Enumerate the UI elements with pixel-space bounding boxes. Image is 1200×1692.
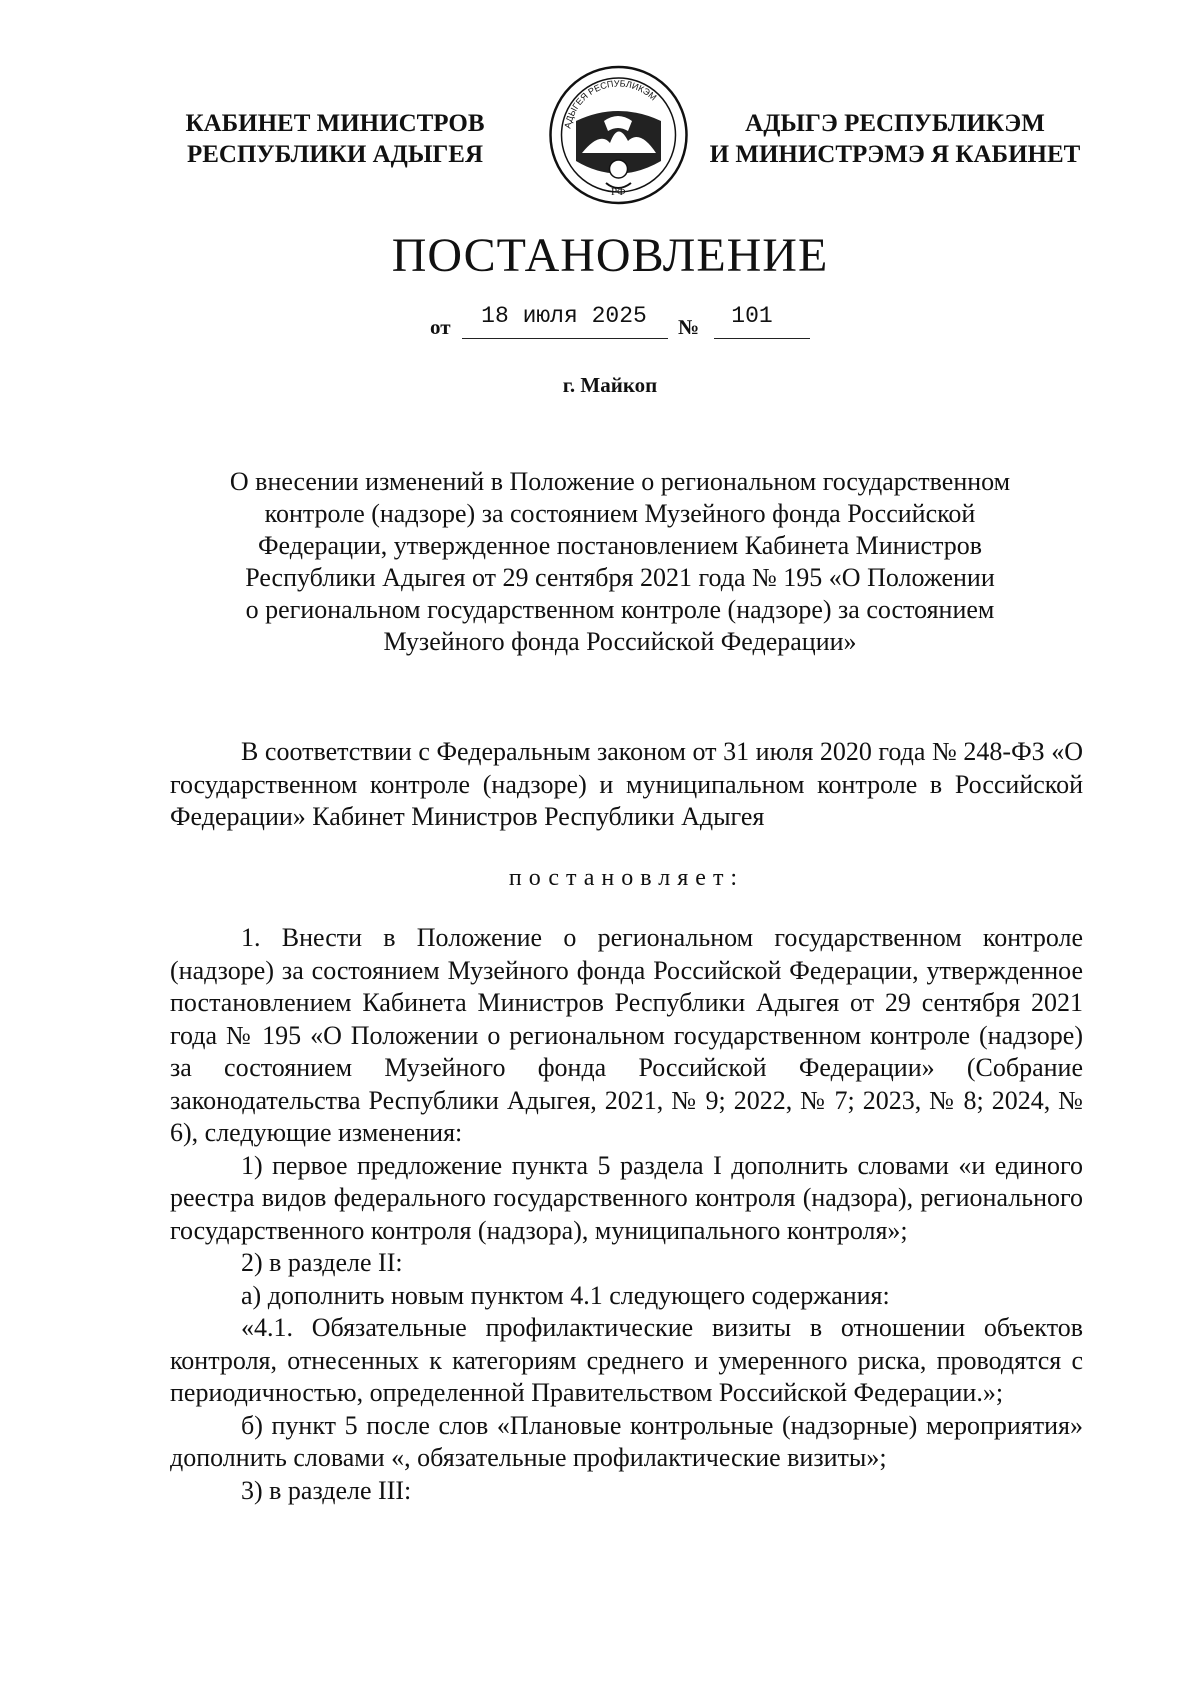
document-type: ПОСТАНОВЛЕНИЕ [391, 229, 829, 282]
date-value: 18 июля 2025 [481, 303, 647, 329]
issuer-adyghe-line1: АДЫГЭ РЕСПУБЛИКЭМ [745, 110, 1045, 137]
decides-heading: постановляет: [508, 864, 745, 891]
issuer-russian-line2: РЕСПУБЛИКИ АДЫГЕЯ [186, 141, 484, 168]
title-line: о региональном государственном контроле (надзоре) за состоянием [245, 595, 995, 624]
emblem-seal [548, 61, 689, 209]
body-paragraph: 3) в разделе III: [241, 1475, 412, 1505]
title-line: Республики Адыгея от 29 сентября 2021 года № 195 «О Положении [245, 563, 995, 592]
number-underline [714, 338, 810, 339]
resolution-title [190, 466, 1050, 658]
body-paragraph: 1) первое предложение пункта 5 раздела I дополнить словами «и единого реестра видов федерального государственного контроля (надзора), регионального государственного контроля (надзора), муниципального контроля»; [170, 1150, 1083, 1245]
body-paragraph: 1. Внести в Положение о региональном государственном контроле (надзоре) за состоянием Музейного фонда Российской Федерации, утвержденное постановлением Кабинета Министров Республики Адыгея от 29 сентября 2021 года № 195 «О Положении о региональном государственном контроле (надзоре) за состоянием Музейного фонда Российской Федерации» (Собрание законодательства Республики Адыгея, 2021, № 9; 2022, № 7; 2023, № 8; 2024, № 6), следующие изменения: [170, 923, 1083, 1147]
body-paragraph: 2) в разделе II: [241, 1248, 403, 1277]
title-line: Федерации, утвержденное постановлением Кабинета Министров [258, 531, 982, 560]
body-paragraph: а) дополнить новым пунктом 4.1 следующего содержания: [241, 1280, 890, 1310]
body-paragraph: б) пункт 5 после слов «Плановые контрольные (надзорные) мероприятия» дополнить словами «, обязательные профилактические визиты»; [170, 1410, 1083, 1472]
preamble-paragraph: В соответствии с Федеральным законом от 31 июля 2020 года № 248-ФЗ «О государственном контроле (надзоре) и муниципальном контроле в Российской Федерации» Кабинет Министров Республики Адыгея [170, 737, 1083, 831]
emblem-ring-text: АДЫГЕЯ РЕСПУБЛИКЭМ [562, 78, 659, 130]
issuer-russian [150, 108, 520, 170]
date-underline [462, 338, 668, 339]
issuer-russian-line1: КАБИНЕТ МИНИСТРОВ [185, 110, 485, 137]
number-label: № [678, 315, 700, 339]
emblem-letters: РФ [611, 186, 626, 198]
number-value: 101 [731, 303, 773, 329]
body-paragraph: «4.1. Обязательные профилактические визиты в отношении объектов контроля, отнесенных к категориям среднего и умеренного риска, проводятся с периодичностью, определенной Правительством Российской Федерации.»; [170, 1313, 1083, 1407]
title-line: Музейного фонда Российской Федерации» [383, 627, 857, 656]
title-line: контроле (надзоре) за состоянием Музейного фонда Российской [264, 499, 976, 528]
issuer-adyghe-line2: И МИНИСТРЭМЭ Я КАБИНЕТ [709, 141, 1081, 168]
city: г. Майкоп [562, 373, 658, 397]
date-label: от [430, 315, 451, 339]
issuer-adyghe [690, 108, 1100, 170]
title-line: О внесении изменений в Положение о региональном государственном [229, 467, 1011, 496]
resolution-body [170, 736, 1083, 1507]
